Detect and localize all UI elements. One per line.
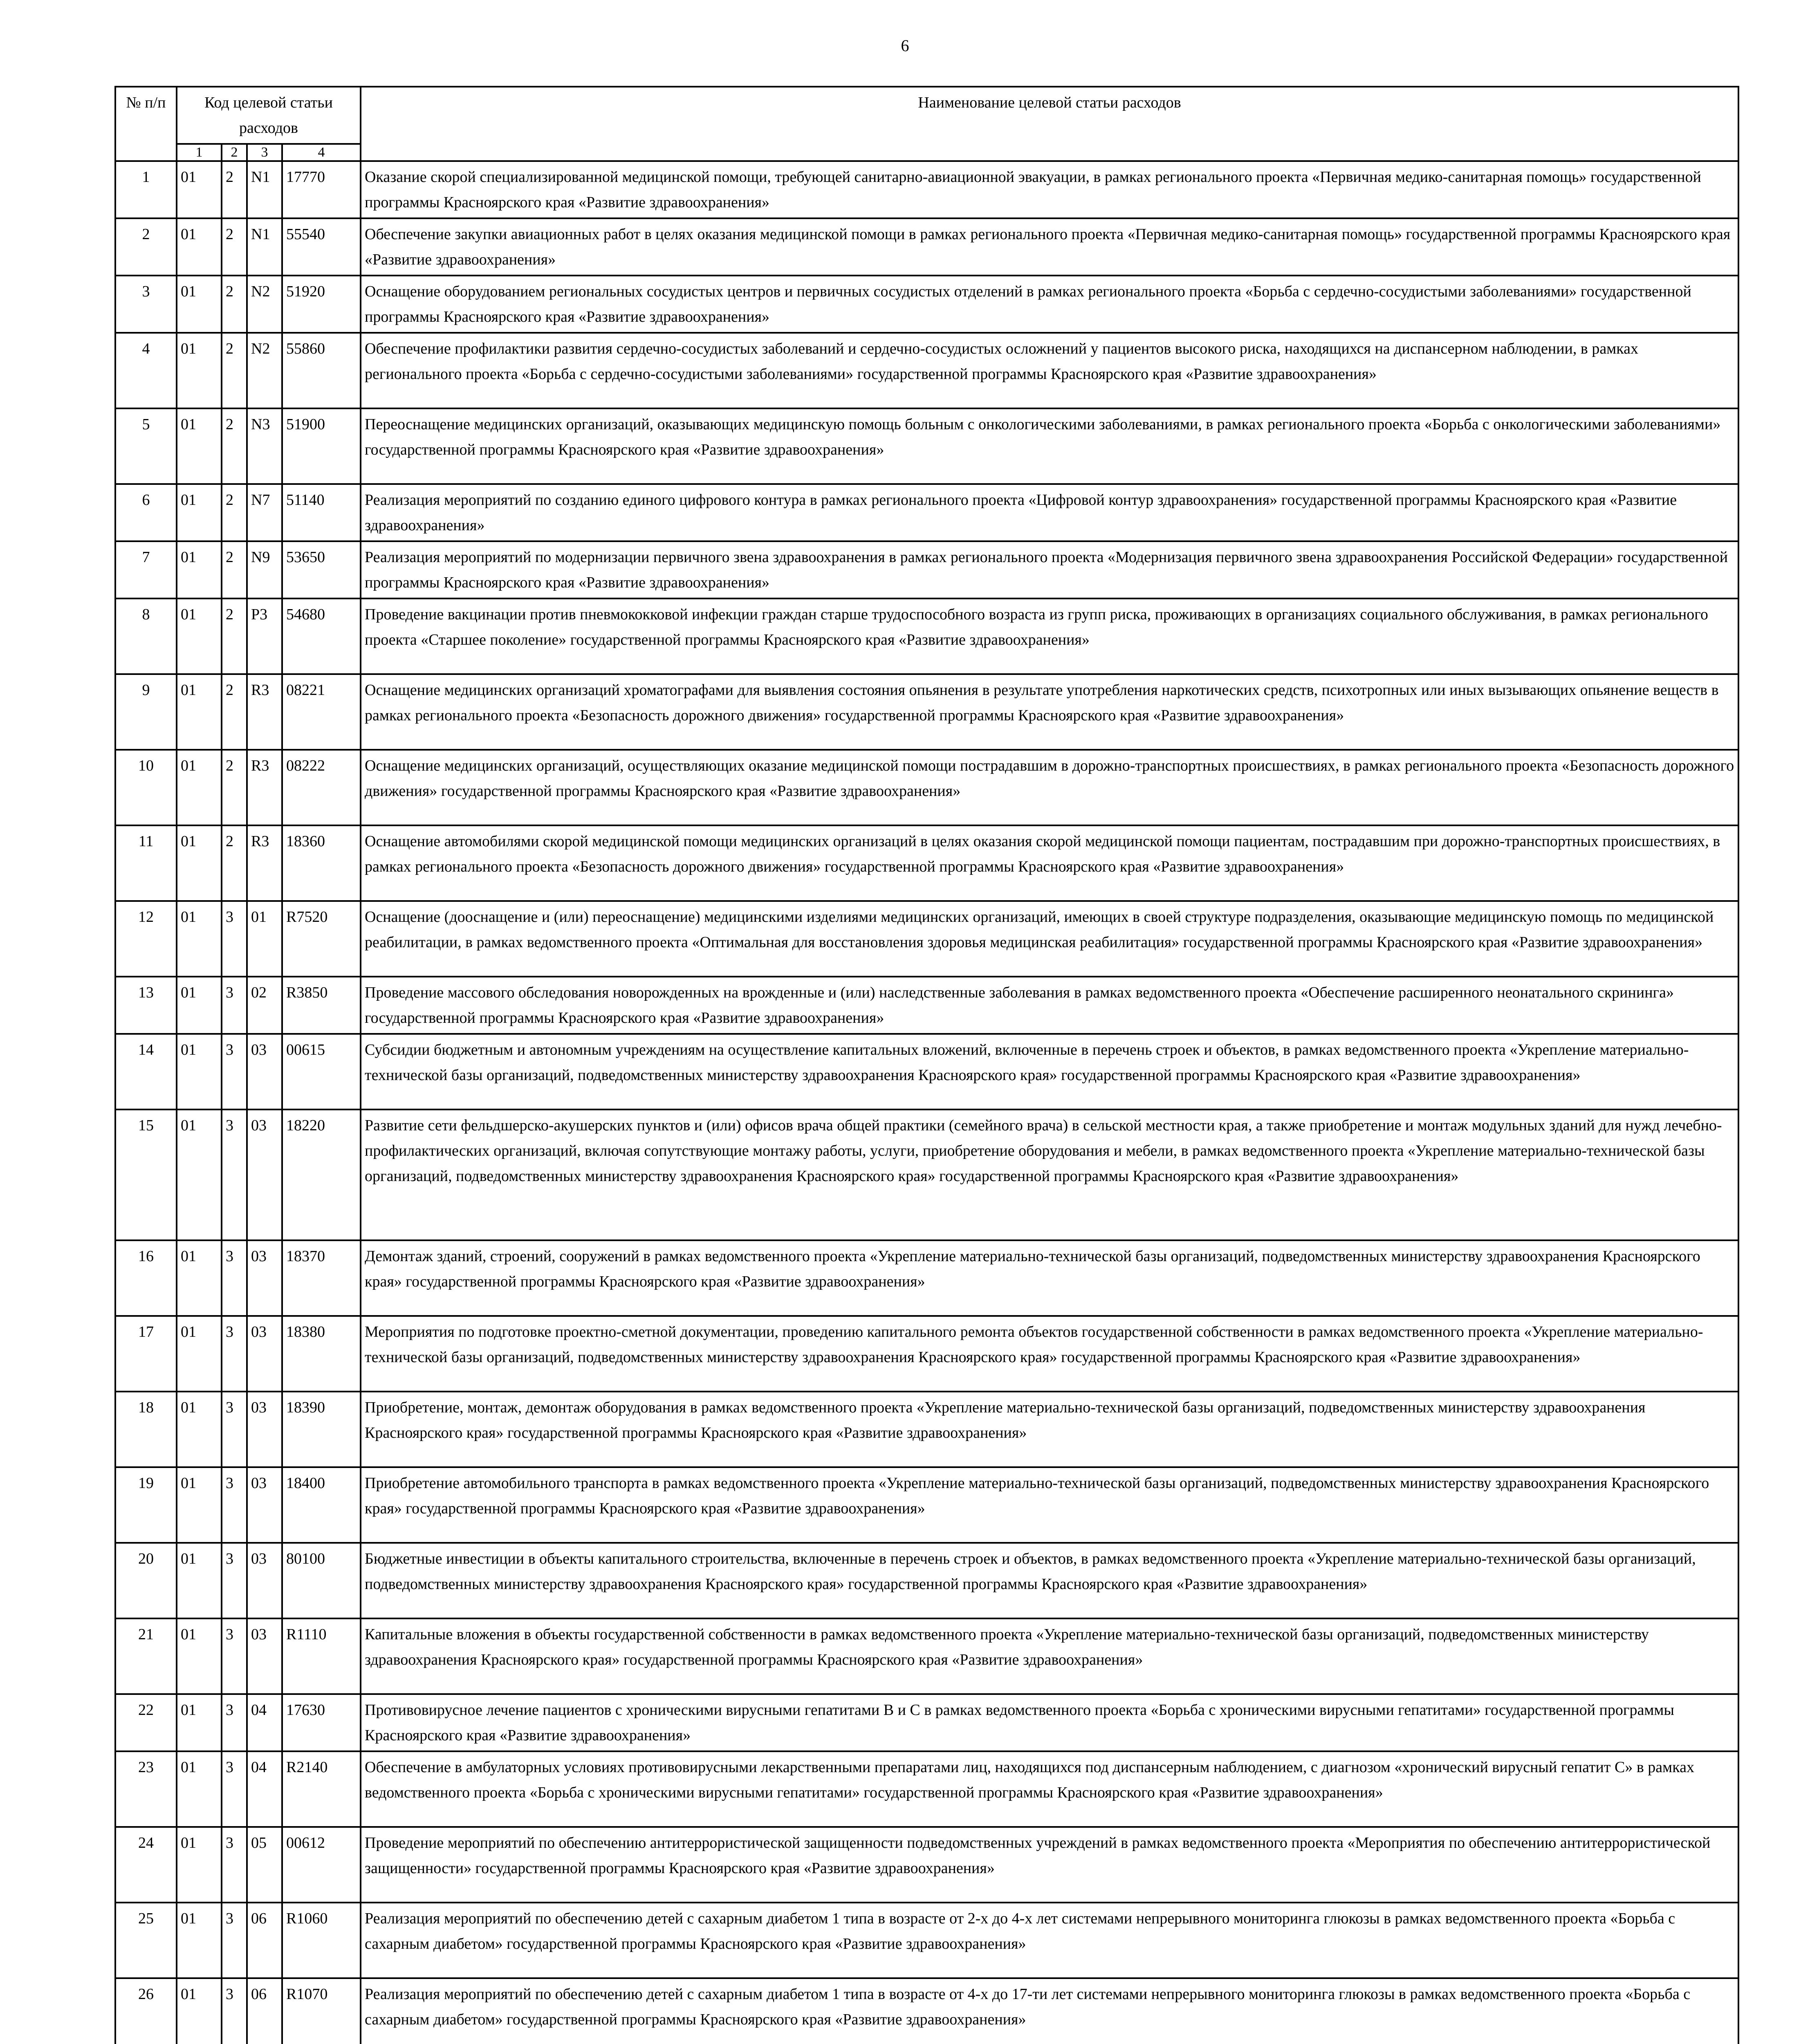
header-name: Наименование целевой статьи расходов <box>361 87 1738 161</box>
table-row <box>115 1392 1738 1467</box>
code-part-4: R7520 <box>282 901 361 977</box>
code-part-4: 17630 <box>282 1694 361 1751</box>
row-number: 23 <box>115 1751 177 1827</box>
row-number: 8 <box>115 598 177 674</box>
col-number-3: 3 <box>247 144 282 161</box>
code-part-2: 3 <box>222 1240 247 1316</box>
code-part-3: N1 <box>247 161 282 218</box>
row-number: 2 <box>115 218 177 276</box>
article-name: Демонтаж зданий, строений, сооружений в рамках ведомственного проекта «Укрепление материально-технической базы организаций, подведомственных министерству здравоохранения Красноярского края» государственной программы Красноярского края «Развитие здравоохранения» <box>361 1240 1738 1316</box>
code-part-1: 01 <box>177 1316 222 1392</box>
code-part-4: R1060 <box>282 1903 361 1978</box>
article-name: Проведение вакцинации против пневмококковой инфекции граждан старше трудоспособного возраста из групп риска, проживающих в организациях социального обслуживания, в рамках регионального проекта «Старшее поколение» государственной программы Красноярского края «Развитие здравоохранения» <box>361 598 1738 674</box>
code-part-1: 01 <box>177 674 222 750</box>
code-part-4: 18370 <box>282 1240 361 1316</box>
target-articles-table <box>114 86 1739 2044</box>
table-row <box>115 1109 1738 1240</box>
table-row <box>115 1694 1738 1751</box>
code-part-2: 3 <box>222 977 247 1034</box>
code-part-1: 01 <box>177 1392 222 1467</box>
code-part-3: 03 <box>247 1034 282 1109</box>
code-part-4: 51900 <box>282 408 361 484</box>
row-number: 22 <box>115 1694 177 1751</box>
article-name: Приобретение автомобильного транспорта в рамках ведомственного проекта «Укрепление материально-технической базы организаций, подведомственных министерству здравоохранения Красноярского края» государственной программы Красноярского края «Развитие здравоохранения» <box>361 1467 1738 1543</box>
article-name: Развитие сети фельдшерско-акушерских пунктов и (или) офисов врача общей практики (семейного врача) в сельской местности края, а также приобретение и монтаж модульных зданий для нужд лечебно-профилактических организаций, включая сопутствующие монтажу работы, услуги, приобретение оборудования и мебели, в рамках ведомственного проекта «Укрепление материально-технической базы организаций, подведомственных министерству здравоохранения Красноярского края» государственной программы Красноярского края «Развитие здравоохранения» <box>361 1109 1738 1240</box>
article-name: Обеспечение в амбулаторных условиях противовирусными лекарственными препаратами лиц, находящихся под диспансерным наблюдением, с диагнозом «хронический вирусный гепатит С» в рамках ведомственного проекта «Борьба с хроническими вирусными гепатитами» государственной программы Красноярского края «Развитие здравоохранения» <box>361 1751 1738 1827</box>
table-row <box>115 1034 1738 1109</box>
code-part-2: 3 <box>222 1034 247 1109</box>
code-part-4: 18390 <box>282 1392 361 1467</box>
table-row <box>115 977 1738 1034</box>
table-row <box>115 541 1738 598</box>
code-part-3: 04 <box>247 1694 282 1751</box>
row-number: 12 <box>115 901 177 977</box>
article-name: Мероприятия по подготовке проектно-сметной документации, проведению капитального ремонта объектов государственной собственности в рамках ведомственного проекта «Укрепление материально-технической базы организаций, подведомственных министерству здравоохранения Красноярского края» государственной программы Красноярского края «Развитие здравоохранения» <box>361 1316 1738 1392</box>
code-part-4: 18380 <box>282 1316 361 1392</box>
table-row <box>115 333 1738 408</box>
table-row <box>115 674 1738 750</box>
code-part-4: 18400 <box>282 1467 361 1543</box>
article-name: Приобретение, монтаж, демонтаж оборудования в рамках ведомственного проекта «Укрепление материально-технической базы организаций, подведомственных министерству здравоохранения Красноярского края» государственной программы Красноярского края «Развитие здравоохранения» <box>361 1392 1738 1467</box>
code-part-4: 00615 <box>282 1034 361 1109</box>
code-part-2: 2 <box>222 333 247 408</box>
code-part-1: 01 <box>177 1543 222 1618</box>
table-row <box>115 1751 1738 1827</box>
code-part-2: 2 <box>222 750 247 825</box>
table-row <box>115 1618 1738 1694</box>
code-part-3: P3 <box>247 598 282 674</box>
table-row <box>115 1316 1738 1392</box>
code-part-4: R1110 <box>282 1618 361 1694</box>
code-part-4: 08222 <box>282 750 361 825</box>
row-number: 21 <box>115 1618 177 1694</box>
code-part-1: 01 <box>177 218 222 276</box>
article-name: Оказание скорой специализированной медицинской помощи, требующей санитарно-авиационной эвакуации, в рамках регионального проекта «Первичная медико-санитарная помощь» государственной программы Красноярского края «Развитие здравоохранения» <box>361 161 1738 218</box>
code-part-1: 01 <box>177 1467 222 1543</box>
code-part-3: 03 <box>247 1392 282 1467</box>
code-part-3: N9 <box>247 541 282 598</box>
col-number-4: 4 <box>282 144 361 161</box>
code-part-3: 03 <box>247 1109 282 1240</box>
table-row <box>115 161 1738 218</box>
table-row <box>115 1543 1738 1618</box>
code-part-3: 03 <box>247 1316 282 1392</box>
article-name: Реализация мероприятий по обеспечению детей с сахарным диабетом 1 типа в возрасте от 4-х до 17-ти лет системами непрерывного мониторинга глюкозы в рамках ведомственного проекта «Борьба с сахарным диабетом» государственной программы Красноярского края «Развитие здравоохранения» <box>361 1978 1738 2044</box>
article-name: Обеспечение профилактики развития сердечно-сосудистых заболеваний и сердечно-сосудистых осложнений у пациентов высокого риска, находящихся на диспансерном наблюдении, в рамках регионального проекта «Борьба с сердечно-сосудистыми заболеваниями» государственной программы Красноярского края «Развитие здравоохранения» <box>361 333 1738 408</box>
code-part-2: 3 <box>222 1316 247 1392</box>
row-number: 24 <box>115 1827 177 1903</box>
code-part-3: R3 <box>247 825 282 901</box>
article-name: Оснащение медицинских организаций хроматографами для выявления состояния опьянения в результате употребления наркотических средств, психотропных или иных вызывающих опьянение веществ в рамках регионального проекта «Безопасность дорожного движения» государственной программы Красноярского края «Развитие здравоохранения» <box>361 674 1738 750</box>
code-part-3: 04 <box>247 1751 282 1827</box>
code-part-3: N3 <box>247 408 282 484</box>
code-part-4: 53650 <box>282 541 361 598</box>
code-part-3: 03 <box>247 1240 282 1316</box>
code-part-2: 3 <box>222 1903 247 1978</box>
code-part-2: 3 <box>222 1543 247 1618</box>
code-part-3: 06 <box>247 1903 282 1978</box>
code-part-4: 55860 <box>282 333 361 408</box>
row-number: 20 <box>115 1543 177 1618</box>
row-number: 3 <box>115 276 177 333</box>
table-row <box>115 1467 1738 1543</box>
code-part-2: 3 <box>222 1694 247 1751</box>
code-part-1: 01 <box>177 161 222 218</box>
code-part-4: 55540 <box>282 218 361 276</box>
col-number-2: 2 <box>222 144 247 161</box>
code-part-2: 3 <box>222 1827 247 1903</box>
row-number: 19 <box>115 1467 177 1543</box>
article-name: Реализация мероприятий по модернизации первичного звена здравоохранения в рамках регионального проекта «Модернизация первичного звена здравоохранения Российской Федерации» государственной программы Красноярского края «Развитие здравоохранения» <box>361 541 1738 598</box>
code-part-1: 01 <box>177 1240 222 1316</box>
table-row <box>115 598 1738 674</box>
code-part-2: 2 <box>222 674 247 750</box>
code-part-2: 2 <box>222 408 247 484</box>
code-part-3: N7 <box>247 484 282 541</box>
table-row <box>115 484 1738 541</box>
code-part-4: 17770 <box>282 161 361 218</box>
article-name: Оснащение (дооснащение и (или) переоснащение) медицинскими изделиями медицинских организаций, имеющих в своей структуре подразделения, оказывающие медицинскую помощь по медицинской реабилитации, в рамках ведомственного проекта «Оптимальная для восстановления здоровья медицинская реабилитация» государственной программы Красноярского края «Развитие здравоохранения» <box>361 901 1738 977</box>
code-part-3: 06 <box>247 1978 282 2044</box>
code-part-1: 01 <box>177 1827 222 1903</box>
code-part-1: 01 <box>177 1903 222 1978</box>
code-part-1: 01 <box>177 1978 222 2044</box>
article-name: Оснащение оборудованием региональных сосудистых центров и первичных сосудистых отделений в рамках регионального проекта «Борьба с сердечно-сосудистыми заболеваниями» государственной программы Красноярского края «Развитие здравоохранения» <box>361 276 1738 333</box>
code-part-2: 3 <box>222 901 247 977</box>
code-part-2: 2 <box>222 825 247 901</box>
code-part-2: 3 <box>222 1618 247 1694</box>
code-part-1: 01 <box>177 1618 222 1694</box>
code-part-4: 51920 <box>282 276 361 333</box>
table-row <box>115 1978 1738 2044</box>
row-number: 10 <box>115 750 177 825</box>
code-part-3: 03 <box>247 1618 282 1694</box>
page-number: 6 <box>901 36 909 55</box>
code-part-4: 08221 <box>282 674 361 750</box>
code-part-3: 05 <box>247 1827 282 1903</box>
article-name: Реализация мероприятий по созданию единого цифрового контура в рамках регионального проекта «Цифровой контур здравоохранения» государственной программы Красноярского края «Развитие здравоохранения» <box>361 484 1738 541</box>
code-part-3: 03 <box>247 1467 282 1543</box>
row-number: 11 <box>115 825 177 901</box>
header-code: Код целевой статьи расходов <box>177 87 361 144</box>
code-part-4: R1070 <box>282 1978 361 2044</box>
article-name: Капитальные вложения в объекты государственной собственности в рамках ведомственного проекта «Укрепление материально-технической базы организаций, подведомственных министерству здравоохранения Красноярского края» государственной программы Красноярского края «Развитие здравоохранения» <box>361 1618 1738 1694</box>
article-name: Оснащение медицинских организаций, осуществляющих оказание медицинской помощи пострадавшим в дорожно-транспортных происшествиях, в рамках регионального проекта «Безопасность дорожного движения» государственной программы Красноярского края «Развитие здравоохранения» <box>361 750 1738 825</box>
table-row <box>115 408 1738 484</box>
row-number: 9 <box>115 674 177 750</box>
article-name: Реализация мероприятий по обеспечению детей с сахарным диабетом 1 типа в возрасте от 2-х до 4-х лет системами непрерывного мониторинга глюкозы в рамках ведомственного проекта «Борьба с сахарным диабетом» государственной программы Красноярского края «Развитие здравоохранения» <box>361 1903 1738 1978</box>
code-part-3: 03 <box>247 1543 282 1618</box>
row-number: 17 <box>115 1316 177 1392</box>
code-part-4: 54680 <box>282 598 361 674</box>
table-row <box>115 825 1738 901</box>
code-part-2: 2 <box>222 598 247 674</box>
code-part-2: 2 <box>222 541 247 598</box>
row-number: 26 <box>115 1978 177 2044</box>
code-part-1: 01 <box>177 333 222 408</box>
code-part-4: 51140 <box>282 484 361 541</box>
code-part-3: N2 <box>247 333 282 408</box>
row-number: 7 <box>115 541 177 598</box>
code-part-3: N1 <box>247 218 282 276</box>
code-part-4: R2140 <box>282 1751 361 1827</box>
code-part-4: R3850 <box>282 977 361 1034</box>
code-part-1: 01 <box>177 825 222 901</box>
code-part-2: 3 <box>222 1392 247 1467</box>
code-part-3: R3 <box>247 750 282 825</box>
code-part-2: 2 <box>222 484 247 541</box>
table-row <box>115 218 1738 276</box>
row-number: 4 <box>115 333 177 408</box>
table-row <box>115 1903 1738 1978</box>
article-name: Обеспечение закупки авиационных работ в целях оказания медицинской помощи в рамках регионального проекта «Первичная медико-санитарная помощь» государственной программы Красноярского края «Развитие здравоохранения» <box>361 218 1738 276</box>
code-part-1: 01 <box>177 1751 222 1827</box>
table-row <box>115 901 1738 977</box>
article-name: Бюджетные инвестиции в объекты капитального строительства, включенные в перечень строек и объектов, в рамках ведомственного проекта «Укрепление материально-технической базы организаций, подведомственных министерству здравоохранения Красноярского края» государственной программы Красноярского края «Развитие здравоохранения» <box>361 1543 1738 1618</box>
code-part-1: 01 <box>177 901 222 977</box>
row-number: 16 <box>115 1240 177 1316</box>
code-part-3: N2 <box>247 276 282 333</box>
row-number: 25 <box>115 1903 177 1978</box>
row-number: 18 <box>115 1392 177 1467</box>
code-part-3: 01 <box>247 901 282 977</box>
article-name: Субсидии бюджетным и автономным учреждениям на осуществление капитальных вложений, включенные в перечень строек и объектов, в рамках ведомственного проекта «Укрепление материально-технической базы организаций, подведомственных министерству здравоохранения Красноярского края» государственной программы Красноярского края «Развитие здравоохранения» <box>361 1034 1738 1109</box>
header-num: № п/п <box>115 87 177 161</box>
row-number: 13 <box>115 977 177 1034</box>
code-part-4: 18220 <box>282 1109 361 1240</box>
code-part-1: 01 <box>177 1109 222 1240</box>
code-part-1: 01 <box>177 276 222 333</box>
article-name: Проведение массового обследования новорожденных на врожденные и (или) наследственные заболевания в рамках ведомственного проекта «Обеспечение расширенного неонатального скрининга» государственной программы Красноярского края «Развитие здравоохранения» <box>361 977 1738 1034</box>
table-row <box>115 750 1738 825</box>
code-part-1: 01 <box>177 408 222 484</box>
article-name: Оснащение автомобилями скорой медицинской помощи медицинских организаций в целях оказания скорой медицинской помощи пациентам, пострадавшим при дорожно-транспортных происшествиях, в рамках регионального проекта «Безопасность дорожного движения» государственной программы Красноярского края «Развитие здравоохранения» <box>361 825 1738 901</box>
code-part-1: 01 <box>177 541 222 598</box>
row-number: 14 <box>115 1034 177 1109</box>
article-name: Проведение мероприятий по обеспечению антитеррористической защищенности подведомственных учреждений в рамках ведомственного проекта «Мероприятия по обеспечению антитеррористической защищенности» государственной программы Красноярского края «Развитие здравоохранения» <box>361 1827 1738 1903</box>
col-number-1: 1 <box>177 144 222 161</box>
code-part-2: 2 <box>222 276 247 333</box>
code-part-2: 3 <box>222 1751 247 1827</box>
code-part-1: 01 <box>177 750 222 825</box>
row-number: 1 <box>115 161 177 218</box>
header-row <box>115 87 1738 144</box>
code-part-2: 3 <box>222 1109 247 1240</box>
row-number: 5 <box>115 408 177 484</box>
code-part-1: 01 <box>177 1034 222 1109</box>
code-part-2: 2 <box>222 161 247 218</box>
code-part-2: 2 <box>222 218 247 276</box>
code-part-4: 18360 <box>282 825 361 901</box>
code-part-2: 3 <box>222 1978 247 2044</box>
table-row <box>115 1240 1738 1316</box>
code-part-4: 00612 <box>282 1827 361 1903</box>
code-part-3: R3 <box>247 674 282 750</box>
code-part-1: 01 <box>177 598 222 674</box>
row-number: 6 <box>115 484 177 541</box>
code-part-3: 02 <box>247 977 282 1034</box>
row-number: 15 <box>115 1109 177 1240</box>
code-part-1: 01 <box>177 1694 222 1751</box>
code-part-1: 01 <box>177 977 222 1034</box>
code-part-2: 3 <box>222 1467 247 1543</box>
article-name: Переоснащение медицинских организаций, оказывающих медицинскую помощь больным с онкологическими заболеваниями, в рамках регионального проекта «Борьба с онкологическими заболеваниями» государственной программы Красноярского края «Развитие здравоохранения» <box>361 408 1738 484</box>
table-body <box>115 161 1738 2044</box>
code-part-1: 01 <box>177 484 222 541</box>
article-name: Противовирусное лечение пациентов с хроническими вирусными гепатитами В и С в рамках ведомственного проекта «Борьба с хроническими вирусными гепатитами» государственной программы Красноярского края «Развитие здравоохранения» <box>361 1694 1738 1751</box>
table-row <box>115 276 1738 333</box>
code-part-4: 80100 <box>282 1543 361 1618</box>
table-row <box>115 1827 1738 1903</box>
